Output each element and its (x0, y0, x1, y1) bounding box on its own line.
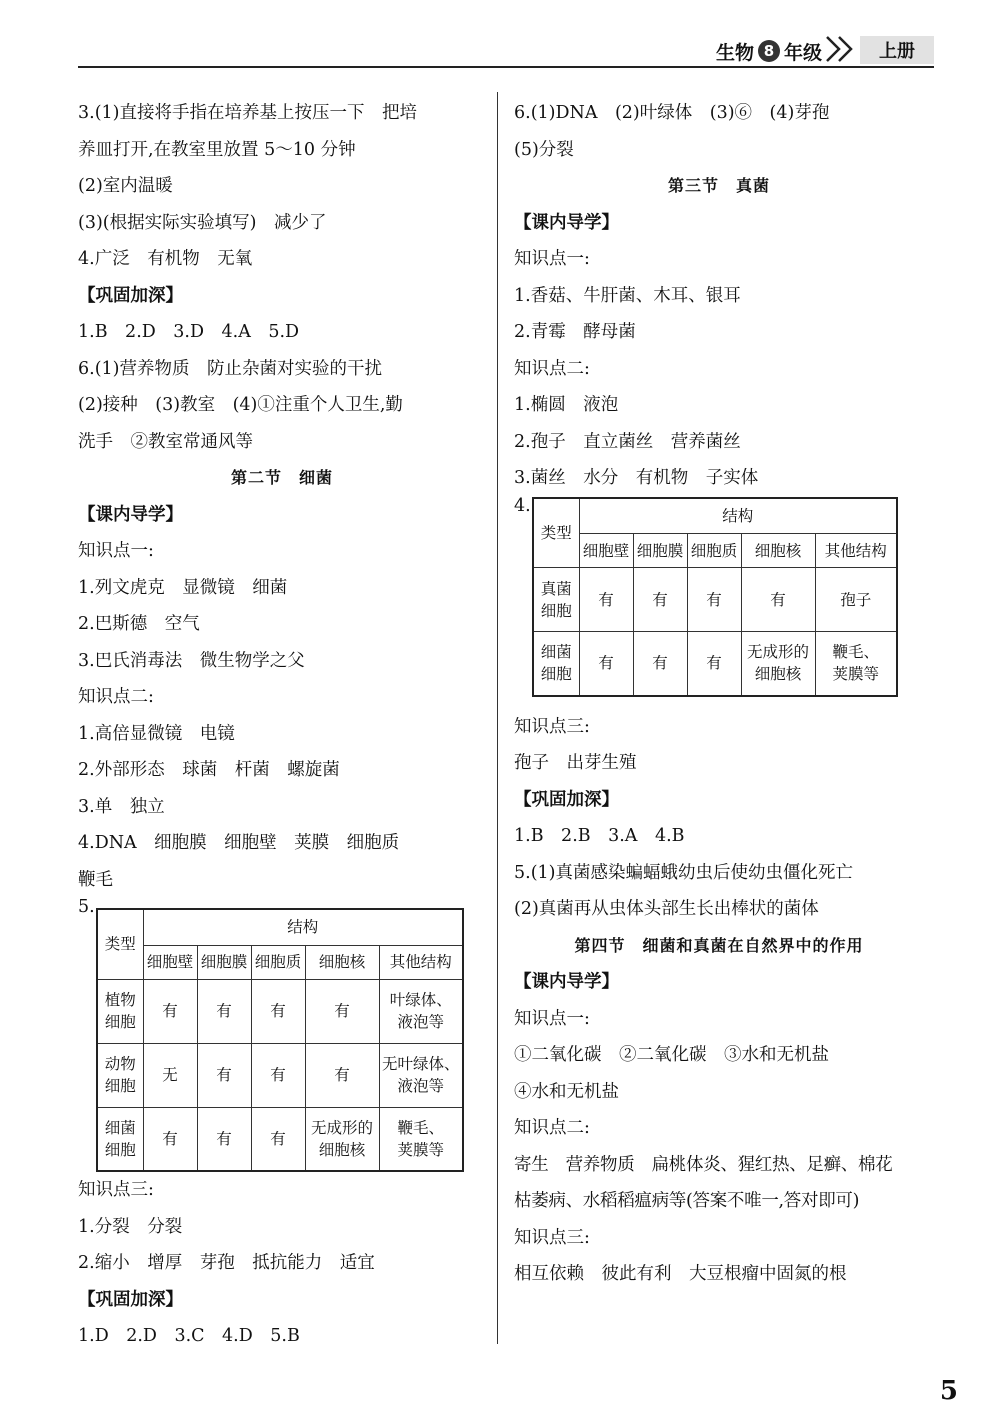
text-line: 知识点三: (514, 1227, 590, 1248)
row-label: 真菌 细胞 (533, 568, 579, 632)
page-header (78, 38, 934, 68)
table-header-structure: 结构 (579, 498, 897, 534)
table-col-header: 其他结构 (379, 945, 463, 979)
text-line: (2)接种 (3)教室 (4)①注重个人卫生,勤 (78, 395, 403, 415)
text-line: 相互依赖 彼此有利 大豆根瘤中固氮的根 (514, 1264, 847, 1284)
fungus-structure-table-block (514, 497, 924, 709)
table-cell: 鞭毛、 荚膜等 (815, 632, 897, 696)
subject-label: 生物 (715, 41, 754, 64)
section-heading: 【巩固加深】 (78, 285, 183, 306)
table-header-structure: 结构 (143, 909, 463, 945)
section-title: 第三节 真菌 (667, 176, 770, 195)
text-line: ①二氧化碳 ②二氧化碳 ③水和无机盐 (514, 1045, 829, 1065)
text-line: 寄生 营养物质 扁桃体炎、猩红热、足癣、棉花 (514, 1154, 893, 1175)
table-col-header: 其他结构 (815, 534, 897, 568)
row-label: 动物 细胞 (97, 1043, 143, 1107)
text-line: 鞭毛 (78, 869, 113, 890)
text-line: 知识点一: (514, 249, 590, 269)
text-line: (2)真菌再从虫体头部生长出棒状的菌体 (514, 899, 819, 919)
table-cell: 无成形的 细胞核 (305, 1107, 379, 1171)
text-line: 知识点三: (78, 1180, 154, 1200)
text-line: 1.列文虎克 显微镜 细菌 (78, 577, 288, 598)
section-heading: 【巩固加深】 (78, 1289, 183, 1310)
table-cell: 有 (251, 1107, 305, 1171)
left-lines-b (78, 497, 486, 899)
table-cell: 无 (143, 1043, 197, 1107)
text-line: 1.香菇、牛肝菌、木耳、银耳 (514, 285, 741, 306)
left-lines-a (78, 95, 486, 460)
row-label: 细菌 细胞 (533, 632, 579, 696)
table-col-header: 细胞核 (305, 945, 379, 979)
table-col-header: 细胞膜 (197, 945, 251, 979)
table-col-header: 细胞壁 (143, 945, 197, 979)
table-row (533, 568, 897, 632)
text-line: 3.(1)直接将手指在培养基上按压一下 把培 (78, 103, 417, 123)
double-chevron-icon (824, 34, 858, 64)
table-row (533, 632, 897, 696)
table-cell: 无成形的 细胞核 (741, 632, 815, 696)
left-column (78, 95, 486, 1355)
table-cell: 有 (143, 1107, 197, 1171)
table-cell: 有 (305, 979, 379, 1043)
text-line: (5)分裂 (514, 139, 574, 160)
text-line: 2.缩小 增厚 芽孢 抵抗能力 适宜 (78, 1253, 375, 1273)
text-line: 知识点三: (514, 716, 590, 737)
table-col-header: 细胞质 (687, 534, 741, 568)
text-line: 知识点一: (78, 541, 154, 561)
question-number: 4. (514, 495, 531, 516)
section-title: 第四节 细菌和真菌在自然界中的作用 (574, 935, 864, 955)
table-header-type: 类型 (533, 498, 579, 568)
table-col-header: 细胞核 (741, 534, 815, 568)
text-line: 4.广泛 有机物 无氧 (78, 249, 253, 269)
section-heading: 【课内导学】 (514, 972, 619, 992)
table-cell: 有 (251, 1043, 305, 1107)
table-col-header: 细胞壁 (579, 534, 633, 568)
text-line: 1.B 2.D 3.D 4.A 5.D (78, 322, 300, 342)
text-line: 知识点二: (514, 358, 590, 379)
table-cell: 有 (687, 632, 741, 696)
text-line: 1.B 2.B 3.A 4.B (514, 826, 685, 846)
table-col-header: 细胞膜 (633, 534, 687, 568)
text-line: 1.椭圆 液泡 (514, 395, 619, 415)
table-cell: 有 (143, 979, 197, 1043)
table-row (97, 1107, 463, 1171)
row-label: 细菌 细胞 (97, 1107, 143, 1171)
text-line: (3)(根据实际实验填写) 减少了 (78, 212, 327, 233)
table-cell: 有 (305, 1043, 379, 1107)
table-cell: 有 (197, 1107, 251, 1171)
section-title: 第二节 细菌 (230, 468, 333, 487)
table-cell: 孢子 (815, 568, 897, 632)
volume-label: 上册 (860, 36, 934, 64)
fungus-structure-table (532, 497, 898, 697)
text-line: 4.DNA 细胞膜 细胞壁 荚膜 细胞质 (78, 833, 400, 853)
table-row (97, 979, 463, 1043)
text-line: ④水和无机盐 (514, 1081, 619, 1102)
text-line: 6.(1)营养物质 防止杂菌对实验的干扰 (78, 358, 382, 379)
table-cell: 无叶绿体、 液泡等 (379, 1043, 463, 1107)
text-line: 孢子 出芽生殖 (514, 753, 637, 773)
section-heading: 【课内导学】 (514, 212, 619, 233)
table-header-type: 类型 (97, 909, 143, 979)
text-line: 3.单 独立 (78, 796, 165, 817)
table-cell: 有 (251, 979, 305, 1043)
text-line: 养皿打开,在教室里放置 5～10 分钟 (78, 139, 356, 160)
cell-structure-table-block (78, 898, 486, 1172)
text-line: 2.外部形态 球菌 杆菌 螺旋菌 (78, 760, 340, 780)
text-line: 1.D 2.D 3.C 4.D 5.B (78, 1326, 300, 1346)
right-column (514, 95, 924, 1293)
table-cell: 有 (579, 568, 633, 632)
text-line: 3.巴氏消毒法 微生物学之父 (78, 650, 305, 671)
text-line: 1.分裂 分裂 (78, 1216, 183, 1237)
section-heading: 【巩固加深】 (514, 789, 619, 810)
table-cell: 鞭毛、 荚膜等 (379, 1107, 463, 1171)
text-line: 6.(1)DNA (2)叶绿体 (3)⑥ (4)芽孢 (514, 103, 830, 123)
page-number: 5 (939, 1376, 958, 1406)
grade-label: 年级 (783, 41, 822, 64)
section-heading: 【课内导学】 (78, 504, 183, 525)
text-line: 2.青霉 酵母菌 (514, 322, 636, 342)
table-cell: 有 (197, 1043, 251, 1107)
table-cell: 有 (579, 632, 633, 696)
left-lines-c (78, 1172, 486, 1355)
table-cell: 叶绿体、 液泡等 (379, 979, 463, 1043)
text-line: 知识点二: (514, 1118, 590, 1138)
table-cell: 有 (197, 979, 251, 1043)
text-line: 3.菌丝 水分 有机物 子实体 (514, 468, 759, 488)
text-line: 2.巴斯德 空气 (78, 614, 200, 634)
header-rule (78, 66, 934, 68)
text-line: 知识点二: (78, 687, 154, 707)
text-line: 5.(1)真菌感染蝙蝠蛾幼虫后使幼虫僵化死亡 (514, 862, 853, 883)
grade-badge: 8 (758, 40, 780, 62)
table-cell: 有 (633, 632, 687, 696)
header-subject (716, 38, 822, 64)
column-divider (497, 92, 498, 1344)
table-col-header: 细胞质 (251, 945, 305, 979)
text-line: 枯萎病、水稻稻瘟病等(答案不唯一,答对即可) (514, 1191, 860, 1211)
question-number: 5. (78, 897, 95, 917)
text-line: 知识点一: (514, 1008, 590, 1029)
table-cell: 有 (741, 568, 815, 632)
text-line: 2.孢子 直立菌丝 营养菌丝 (514, 431, 741, 452)
text-line: 1.高倍显微镜 电镜 (78, 723, 235, 744)
table-row (97, 1043, 463, 1107)
table-cell: 有 (687, 568, 741, 632)
table-cell: 有 (633, 568, 687, 632)
cell-structure-table (96, 908, 464, 1172)
text-line: 洗手 ②教室常通风等 (78, 431, 253, 452)
text-line: (2)室内温暖 (78, 176, 173, 196)
row-label: 植物 细胞 (97, 979, 143, 1043)
